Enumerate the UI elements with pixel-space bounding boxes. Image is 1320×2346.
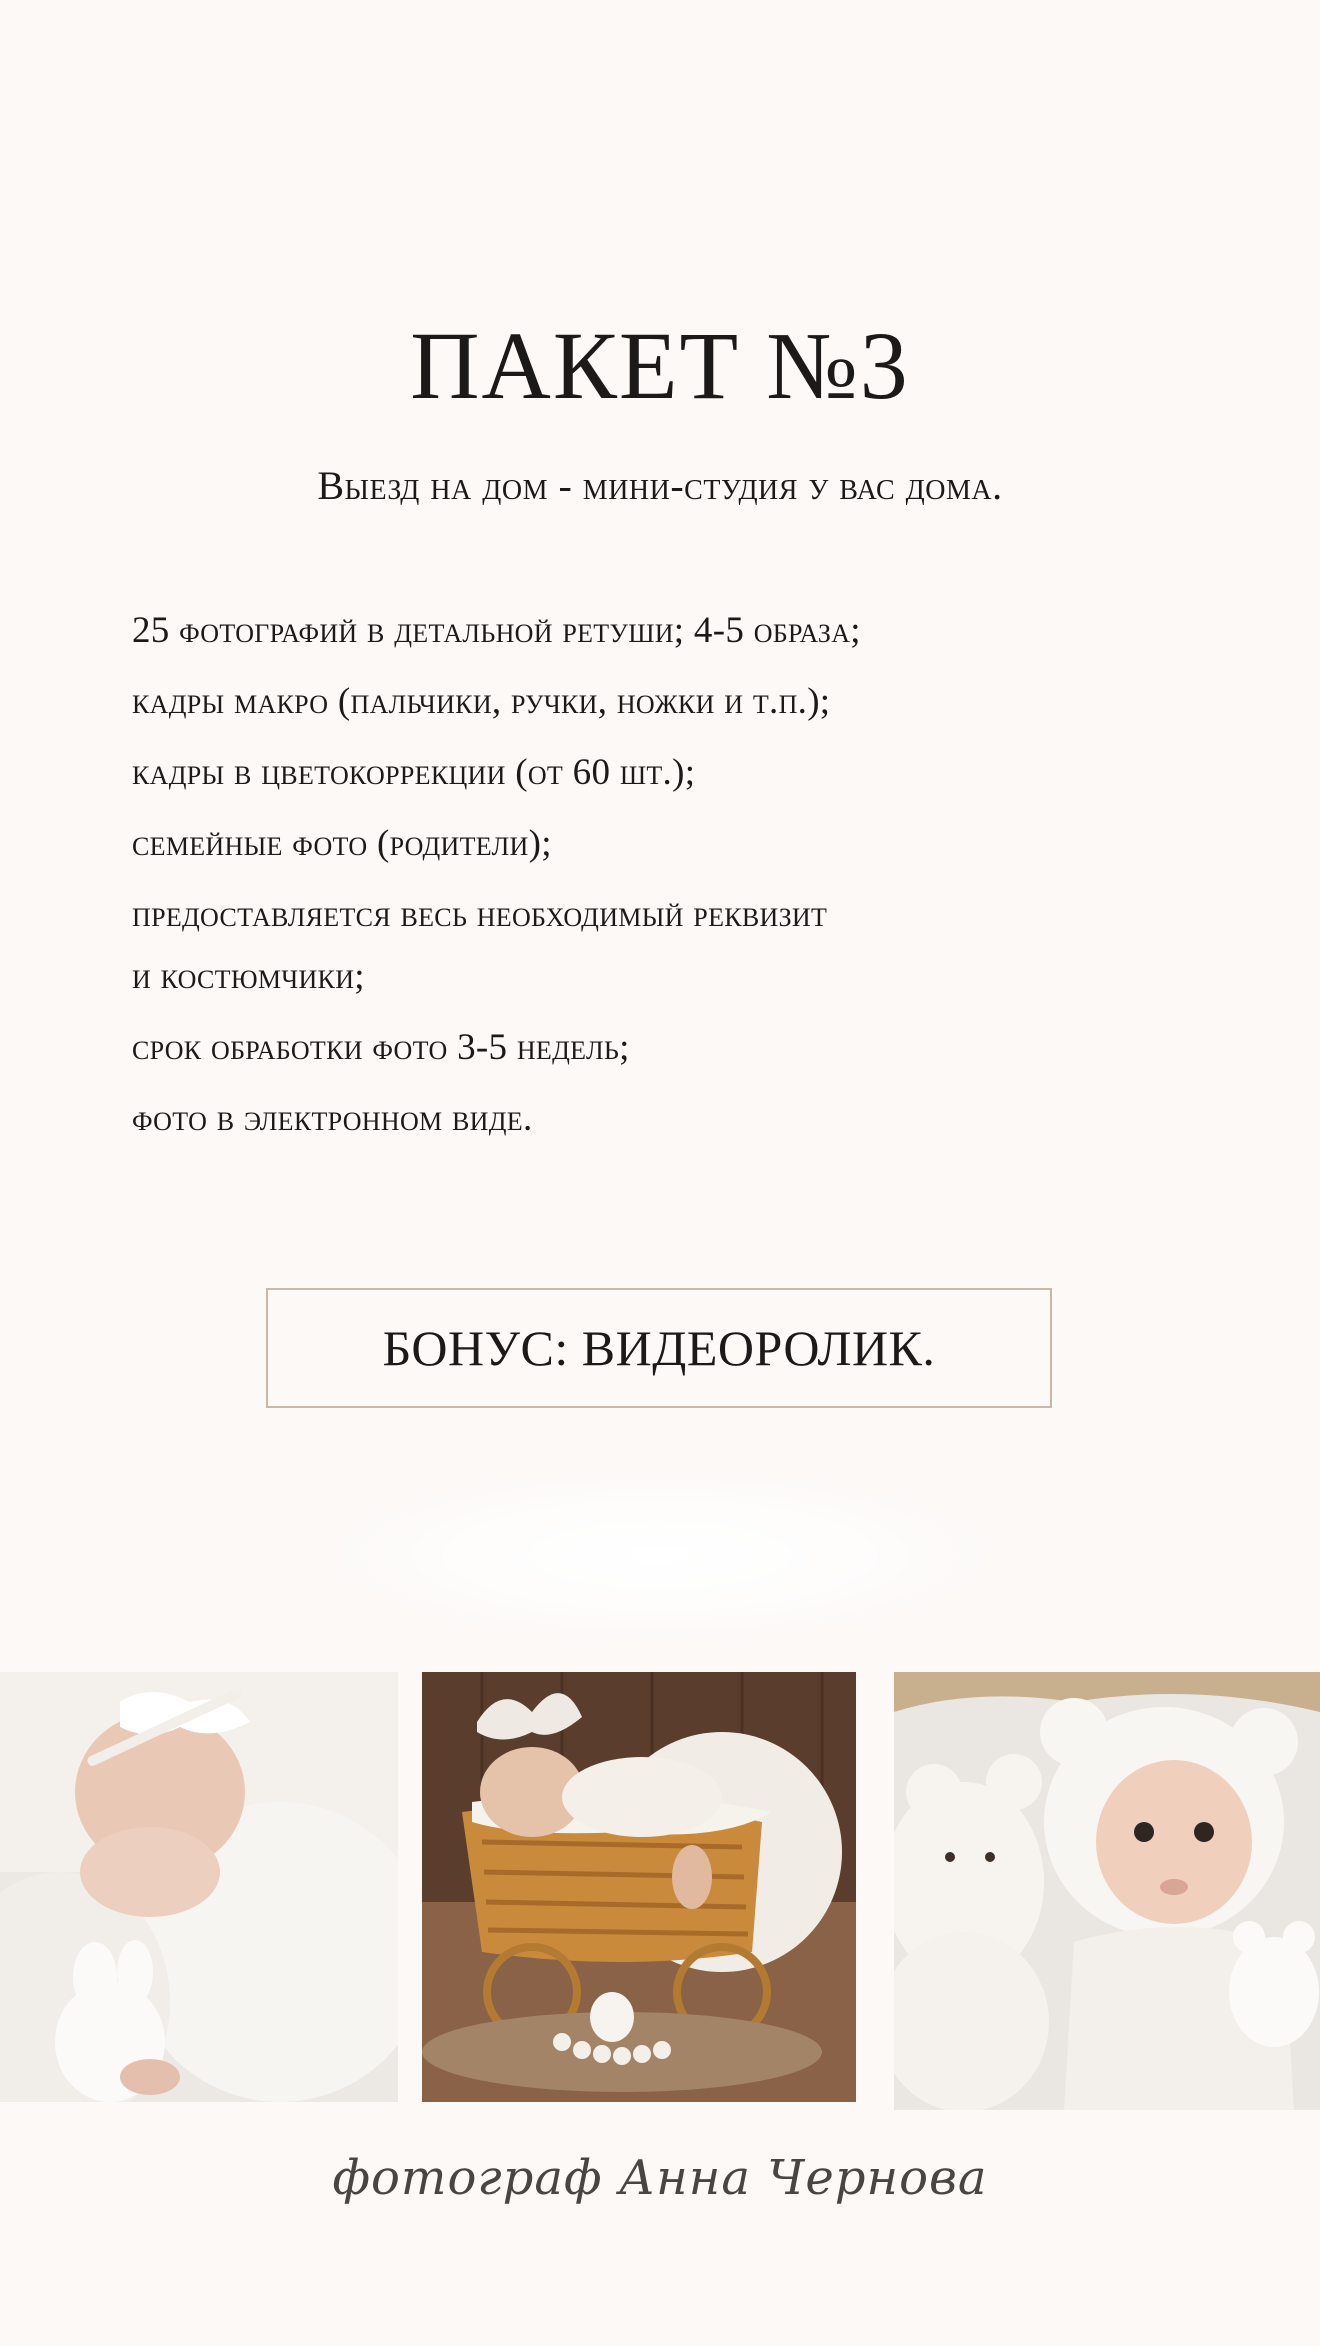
features-list xyxy=(132,600,1212,1159)
feature-item: и костюмчики; xyxy=(132,956,365,997)
feature-item: предоставляется весь необходимый реквизит xyxy=(132,894,828,935)
decorative-glow xyxy=(330,1470,990,1640)
feature-item: срок обработки фото 3-5 недель; xyxy=(132,1027,630,1068)
feature-item: фото в электронном виде. xyxy=(132,1098,533,1139)
bonus-label: БОНУС: ВИДЕОРОЛИК. xyxy=(382,1320,936,1376)
feature-item: кадры макро (пальчики, ручки, ножки и т.п.); xyxy=(132,681,831,722)
package-subtitle: Выезд на дом - мини-студия у вас дома. xyxy=(317,463,1003,508)
newborn-in-rattan-stroller-photo xyxy=(422,1672,856,2102)
newborn-with-bow-photo xyxy=(0,1672,398,2102)
baby-in-bear-hat-photo xyxy=(894,1672,1320,2110)
feature-item: кадры в цветокоррекции (от 60 шт.); xyxy=(132,752,696,793)
feature-item: 25 фотографий в детальной ретуши; 4-5 образа; xyxy=(132,610,861,651)
package-title: ПАКЕТ №3 xyxy=(410,312,910,419)
bonus-box xyxy=(266,1288,1052,1408)
photographer-signature: фотограф Анна Чернова xyxy=(332,2150,988,2206)
feature-item: семейные фото (родители); xyxy=(132,823,552,864)
